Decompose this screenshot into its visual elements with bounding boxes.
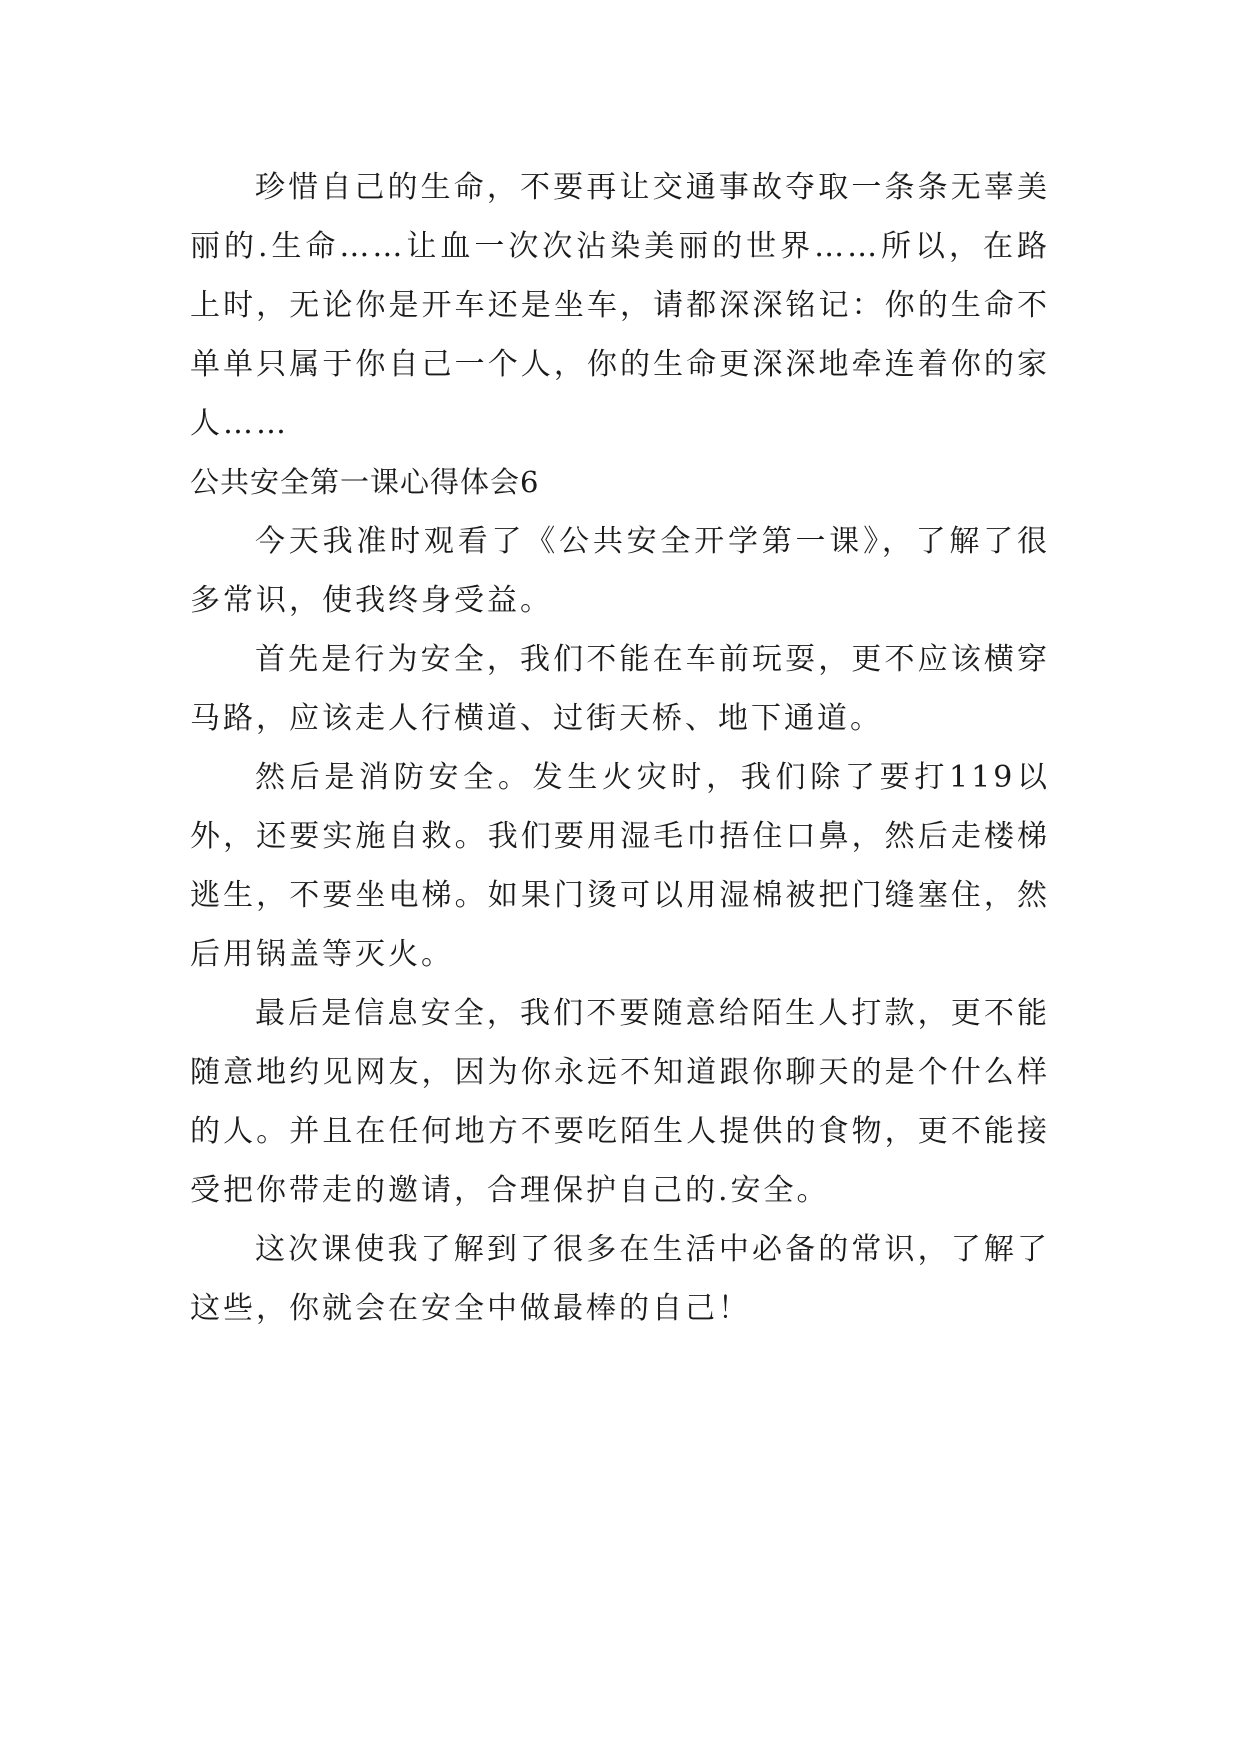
document-body — [190, 158, 1050, 1338]
paragraph-3: 然后是消防安全。发生火灾时，我们除了要打119以外，还要实施自救。我们要用湿毛巾捂住口鼻，然后走楼梯逃生，不要坐电梯。如果门烫可以用湿棉被把门缝塞住，然后用锅盖等灭火。 — [190, 760, 1050, 972]
paragraph-4: 最后是信息安全，我们不要随意给陌生人打款，更不能随意地约见网友，因为你永远不知道跟你聊天的是个什么样的人。并且在任何地方不要吃陌生人提供的食物，更不能接受把你带走的邀请，合理保护自己的.安全。 — [190, 996, 1050, 1208]
paragraph-1: 今天我准时观看了《公共安全开学第一课》，了解了很多常识，使我终身受益。 — [190, 524, 1050, 618]
section-title: 公共安全第一课心得体会6 — [190, 465, 540, 499]
paragraph-5: 这次课使我了解到了很多在生活中必备的常识，了解了这些，你就会在安全中做最棒的自己！ — [190, 1232, 1050, 1326]
paragraph-intro: 珍惜自己的生命，不要再让交通事故夺取一条条无辜美丽的.生命……让血一次次沾染美丽的世界……所以，在路上时，无论你是开车还是坐车，请都深深铭记：你的生命不单单只属于你自己一个人，你的生命更深深地牵连着你的家人…… — [190, 170, 1050, 441]
paragraph-2: 首先是行为安全，我们不能在车前玩耍，更不应该横穿马路，应该走人行横道、过街天桥、地下通道。 — [190, 642, 1050, 736]
